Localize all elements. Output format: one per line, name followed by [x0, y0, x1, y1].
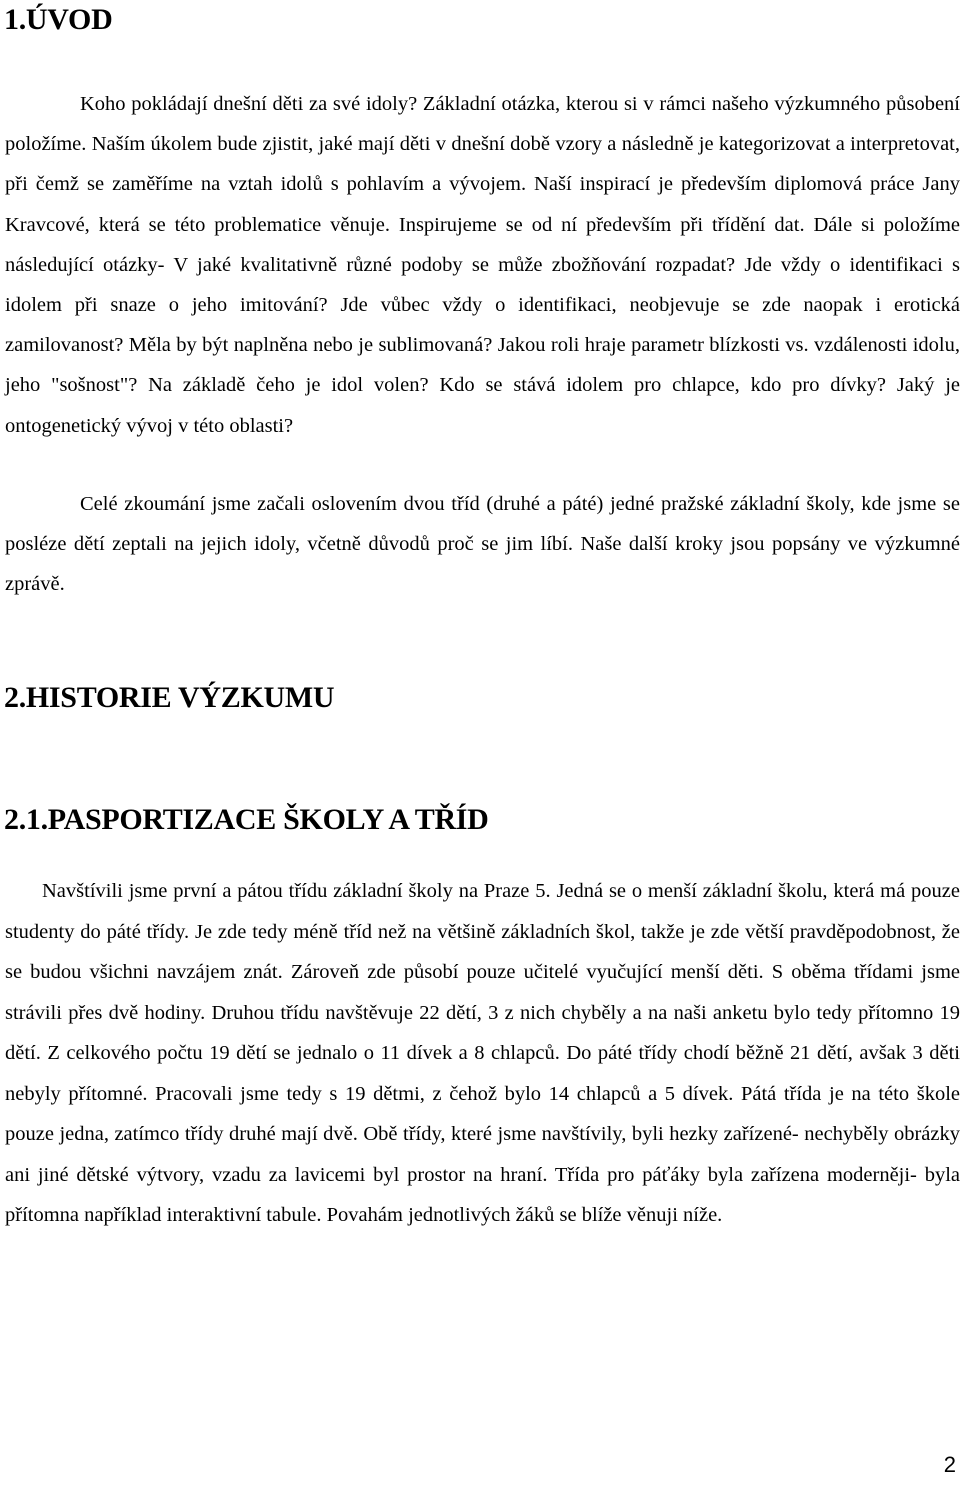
heading-historie-vyzkumu: 2.HISTORIE VÝZKUMU [4, 681, 335, 714]
heading-uvod: 1.ÚVOD [4, 3, 113, 36]
page-number: 2 [943, 1452, 956, 1477]
paragraph-intro: Koho pokládají dnešní děti za své idoly? Základní otázka, kterou si v rámci našeho výzkumného působení položíme. Naším úkolem bude zjistit, jaké mají děti v dnešní době vzory a následně je kategorizovat a interpretovat, při čemž se zaměříme na vztah idolů s pohlavím a vývojem. Naší inspirací je především diplomová práce Jany Kravcové, která se této problematice věnuje. Inspirujeme se od ní především při třídění dat. Dále si položíme následující otázky- V jaké kvalitativně různé podoby se může zbožňování rozpadat? Jde vždy o identifikaci s idolem při snaze o jeho imitování? Jde vůbec vždy o identifikaci, neobjevuje se zde naopak i erotická zamilovanost? Měla by být naplněna nebo je sublimovaná? Jakou roli hraje parametr blízkosti vs. vzdálenosti idolu, jeho "sošnost"? Na základě čeho je idol volen? Kdo se stává idolem pro chlapce, kdo pro dívky? Jaký je ontogenetický vývoj v této oblasti? [5, 93, 960, 437]
heading-pasportizace: 2.1.PASPORTIZACE ŠKOLY A TŘÍD [4, 803, 489, 836]
paragraph-method: Celé zkoumání jsme začali oslovením dvou tříd (druhé a páté) jedné pražské základní školy, kde jsme se posléze dětí zeptali na jejich idoly, včetně důvodů proč se jim líbí. Naše další kroky jsou popsány ve výzkumné zprávě. [5, 493, 960, 596]
paragraph-pasportizace: Navštívili jsme první a pátou třídu základní školy na Praze 5. Jedná se o menší základní školu, která má pouze studenty do páté třídy. Je zde tedy méně tříd než na většině základních škol, takže je zde větší pravděpodobnost, že se budou všichni navzájem znát. Zároveň zde působí pouze učitelé vyučující menší děti. S oběma třídami jsme strávili přes dvě hodiny. Druhou třídu navštěvuje 22 dětí, 3 z nich chyběly a na naši anketu bylo tedy přítomno 19 dětí. Z celkového počtu 19 dětí se jednalo o 11 dívek a 8 chlapců. Do páté třídy chodí běžně 21 dětí, avšak 3 děti nebyly přítomné. Pracovali jsme tedy s 19 dětmi, z čehož bylo 14 chlapců a 5 dívek. Pátá třída je na této škole pouze jedna, zatímco třídy druhé mají dvě. Obě třídy, které jsme navštívily, byli hezky zařízené- nechyběly obrázky ani jiné dětské výtvory, vzadu za lavicemi byl prostor na hraní. Třída pro páťáky byla zařízena moderněji- byla přítomna například interaktivní tabule. Povahám jednotlivých žáků se blíže věnuji níže. [5, 880, 960, 1226]
